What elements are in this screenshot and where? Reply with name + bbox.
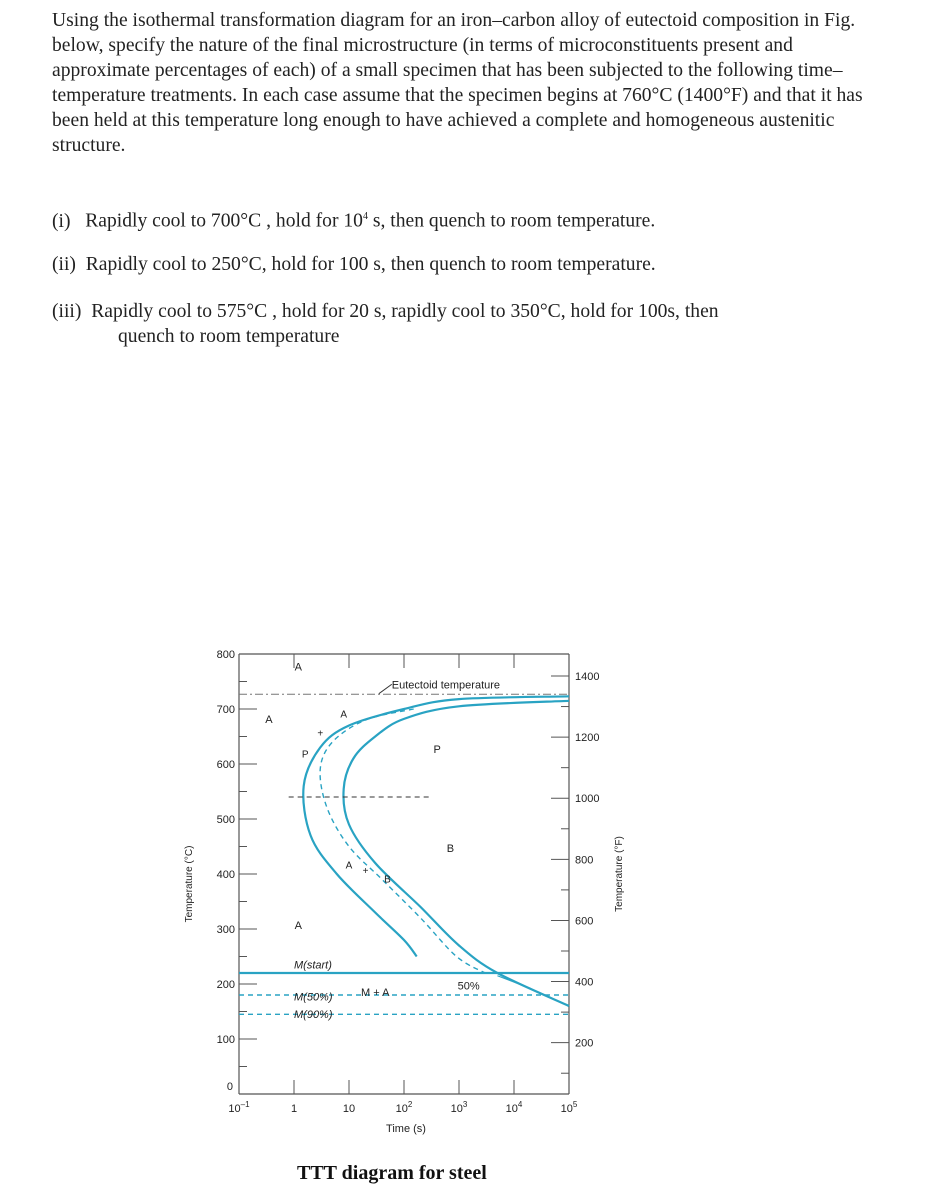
left-tick-label: 100 [216, 1034, 235, 1046]
x-tick-label: 1 [290, 1103, 298, 1115]
x-tick-label: 10 [342, 1103, 356, 1115]
label-B-small: B [384, 874, 391, 886]
question-intro: Using the isothermal transformation diagram for an iron–carbon alloy of eutectoid composition in Fig. below, specify the nature of the final microstructure (in terms of microconstituents present and approximate percentages of each) of a small specimen that has been subjected to the following time– temperature treatments. In each case assume that the specimen begins at 760°C (1400°F) and that it has been held at this temperature long enough to have achieved a complete and homogeneous austenitic structure. [52, 10, 863, 156]
fifty-leader [497, 976, 530, 989]
label-fifty-percent: 50% [457, 980, 480, 993]
item-text-end: s, then quench to room temperature. [367, 210, 656, 232]
x-tick-exponent: –1 [240, 1100, 250, 1109]
x-axis-title: Time (s) [386, 1123, 426, 1135]
item-superscript: 4 [362, 211, 368, 222]
label-A-left: A [265, 713, 273, 726]
x-tick-label: $10^3$ [450, 1100, 468, 1115]
right-tick-label: 200 [575, 1037, 594, 1050]
label-plus-upper: + [317, 728, 324, 740]
label-m90: M(90%) [294, 1009, 333, 1022]
label-m50: M(50%) [294, 991, 333, 1004]
x-tick-label: $10^5$ [560, 1100, 578, 1115]
eutectoid-leader [379, 684, 392, 693]
series-50-completion [320, 709, 485, 973]
left-tick-label: 600 [216, 759, 235, 771]
left-tick-label: 0 [226, 1081, 233, 1093]
label-m-start: M(start) [294, 959, 332, 972]
right-axis-title: Temperature (°F) [614, 836, 625, 912]
item-text: Rapidly cool to 700°C , hold for 10 [85, 210, 363, 232]
left-tick-label: 300 [216, 924, 235, 936]
item-text: Rapidly cool to 575°C , hold for 20 s, rapidly cool to 350°C, hold for 100s, then [91, 301, 719, 322]
label-B-region: B [446, 843, 455, 855]
label-eutectoid-temperature: Eutectoid temperature [391, 679, 501, 692]
left-tick-label: 200 [216, 979, 235, 991]
question-item-2 [52, 252, 912, 277]
right-tick-label: 1400 [575, 671, 600, 683]
x-tick-exponent: 5 [572, 1100, 578, 1109]
x-tick-exponent: 2 [407, 1100, 413, 1109]
x-tick-exponent: 4 [517, 1100, 523, 1109]
series-transformation-end [343, 701, 569, 1006]
right-tick-label: 600 [575, 915, 594, 928]
label-P-small: P [301, 749, 309, 761]
label-plus-lower: + [362, 866, 369, 877]
item-text-continued: quench to room temperature [118, 326, 340, 347]
figure-caption: TTT diagram for steel [297, 1162, 487, 1184]
left-tick-label: 700 [216, 704, 235, 716]
right-tick-label: 400 [575, 976, 594, 989]
label-m-plus-a: M + A [361, 987, 390, 1000]
left-axis-title: Temperature (°C) [184, 845, 195, 923]
label-A-small: A [345, 860, 353, 872]
right-tick-label: 800 [575, 854, 594, 867]
item-number: (iii) [52, 301, 82, 322]
left-tick-label: 400 [216, 869, 235, 881]
series-layer [239, 684, 569, 1014]
right-tick-label: 1000 [575, 793, 600, 806]
label-A-lower: A [294, 920, 303, 932]
label-P-region: P [433, 744, 441, 756]
left-tick-label: 800 [216, 649, 235, 661]
x-tick-label: $10^2$ [395, 1100, 413, 1115]
series-transformation-start [303, 696, 569, 956]
right-tick-label: 1200 [575, 732, 600, 745]
label-A-top: A [294, 661, 303, 674]
ttt-diagram [0, 600, 934, 1160]
label-A-nose: A [340, 709, 348, 721]
x-tick-label: $10^4$ [505, 1100, 523, 1115]
item-number: (i) [52, 210, 71, 232]
x-tick-label: $10^{-1}$ [228, 1100, 250, 1115]
x-tick-exponent: 3 [462, 1100, 468, 1109]
left-tick-label: 500 [216, 814, 235, 826]
question-item-1 [52, 204, 912, 234]
item-text: Rapidly cool to 250°C, hold for 100 s, then quench to room temperature. [85, 254, 656, 275]
question-item-3 [52, 299, 912, 349]
item-number: (ii) [52, 254, 76, 275]
